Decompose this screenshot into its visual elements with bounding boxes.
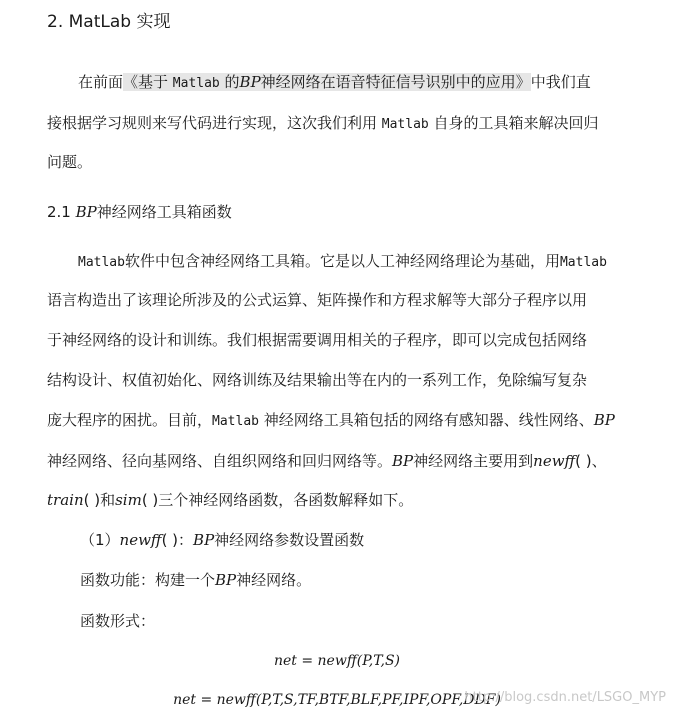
para-line7-b: ( )三个神经网络函数，各函数解释如下。 <box>141 491 414 509</box>
quote-rest: 神经网络在语音特征信号识别中的应用 <box>260 73 516 91</box>
watermark: http://blog.csdn.net/LSGO_MYP <box>464 690 666 705</box>
para-line-2: 语言构造出了该理论所涉及的公式运算、矩阵操作和方程求解等大部分子程序以用 <box>47 291 588 309</box>
quote-close: 》 <box>515 73 531 91</box>
para-line5-a: 庞大程序的困扰。目前， <box>47 411 213 429</box>
func-label-bp: BP <box>215 571 237 589</box>
intro-line-3: 问题。 <box>47 153 93 171</box>
para-line-1 <box>78 251 607 273</box>
para-line5-b: 神经网络工具箱包括的网络有感知器、线性网络、 <box>258 411 594 429</box>
section-heading <box>47 202 232 222</box>
quoted-article-title <box>123 73 531 91</box>
page-heading: 2. MatLab 实现 <box>47 12 171 32</box>
para-line-5 <box>47 410 615 432</box>
fn-sim: sim <box>115 491 142 509</box>
para-line1-text: 软件中包含神经网络工具箱。它是以人工神经网络理论为基础，用 <box>124 252 560 270</box>
para-line6-b: 神经网络主要用到 <box>413 452 534 470</box>
item-paren: ( )： <box>161 531 194 549</box>
para-line-7 <box>47 490 413 510</box>
intro-line2-matlab: Matlab <box>381 117 429 132</box>
intro-line2-a: 接根据学习规则来写代码进行实现，这次我们利用 <box>47 114 382 132</box>
func-label-b: 神经网络。 <box>236 571 312 589</box>
para-matlab-2: Matlab <box>559 255 607 270</box>
item-desc: 神经网络参数设置函数 <box>214 531 365 549</box>
equation-2: net = newff(P,T,S,TF,BTF,BLF,PF,IPF,OPF,DDF) <box>173 692 501 708</box>
func-label-a: 函数功能：构建一个 <box>80 571 216 589</box>
quote-bp: BP <box>239 73 261 91</box>
equation-1: net = newff(P,T,S) <box>273 653 401 669</box>
section-bp: BP <box>75 203 97 221</box>
quote-open: 《基于 <box>123 73 173 91</box>
function-description <box>80 570 311 590</box>
intro-tail: 中我们直 <box>530 73 591 91</box>
para-matlab-3: Matlab <box>212 414 259 429</box>
para-line6-a: 神经网络、径向基网络、自组织网络和回归网络等。 <box>47 452 393 470</box>
para-line-6 <box>47 451 607 471</box>
para-line6-bp: BP <box>392 452 414 470</box>
para-line7-a: ( )和 <box>83 491 116 509</box>
para-line6-c: ( )、 <box>575 452 607 470</box>
intro-line2-b: 自身的工具箱来解决回归 <box>428 114 599 132</box>
quote-mid: 的 <box>219 73 240 91</box>
fn-train: train <box>47 491 84 509</box>
section-title: 神经网络工具箱函数 <box>96 203 232 221</box>
item-number: （1） <box>80 531 120 549</box>
para-line-4: 结构设计、权值初始化、网络训练及结果输出等在内的一系列工作，免除编写复杂 <box>47 371 588 389</box>
function-form-label: 函数形式： <box>80 612 156 630</box>
quote-matlab: Matlab <box>172 76 220 91</box>
fn-newff: newff <box>533 452 576 470</box>
intro-line-1 <box>78 72 628 94</box>
para-line-3: 于神经网络的设计和训练。我们根据需要调用相关的子程序，即可以完成包括网络 <box>47 331 588 349</box>
section-number: 2.1 <box>47 203 76 221</box>
intro-lead: 在前面 <box>78 73 124 91</box>
para-matlab-1: Matlab <box>78 255 125 270</box>
para-line5-bp: BP <box>593 411 615 429</box>
item-fn-newff: newff <box>119 531 162 549</box>
intro-line-2 <box>47 113 599 135</box>
item-bp: BP <box>193 531 215 549</box>
item-1-heading <box>80 530 364 550</box>
